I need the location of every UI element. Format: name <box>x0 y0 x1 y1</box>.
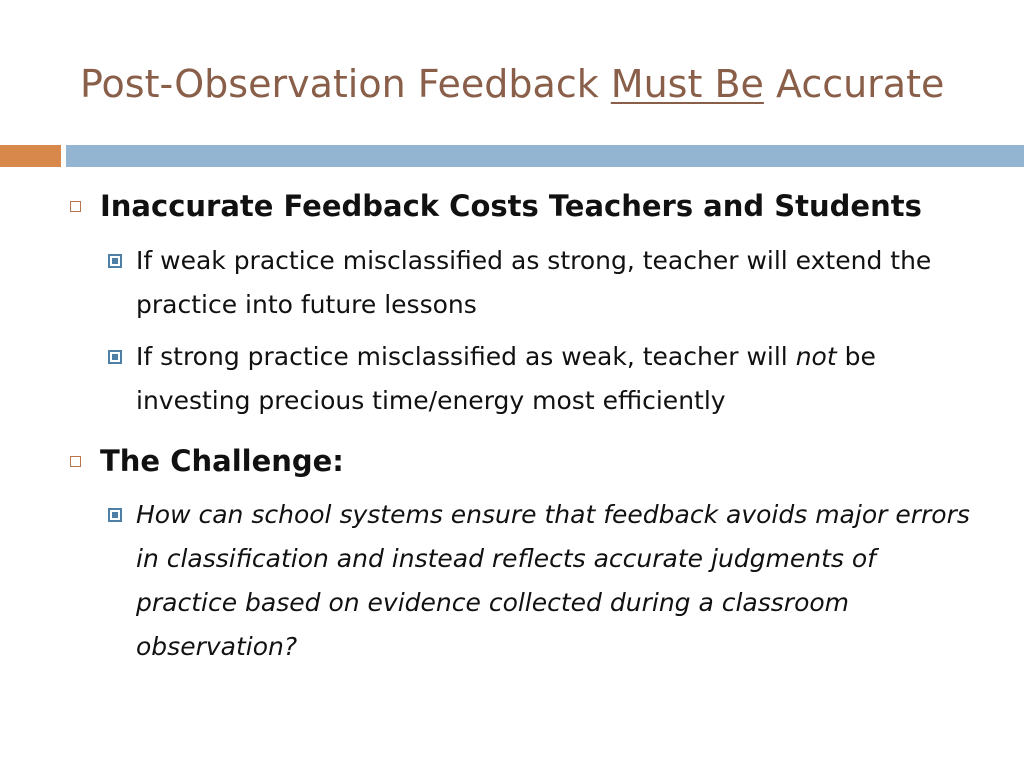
bullet-heading-costs: Inaccurate Feedback Costs Teachers and Students <box>100 189 922 223</box>
sub-bullet-strong-practice-before: If strong practice misclassified as weak, teacher will <box>136 342 796 371</box>
sub-bullet-strong-practice <box>136 335 976 423</box>
nested-square-icon <box>108 350 122 364</box>
bullet-heading-challenge: The Challenge: <box>100 444 344 478</box>
slide-title-part2: Accurate <box>763 62 945 106</box>
slide-title-part1: Post-Observation Feedback <box>80 62 611 106</box>
hollow-square-icon <box>70 456 81 467</box>
nested-square-icon <box>108 508 122 522</box>
hollow-square-icon <box>70 201 81 212</box>
sub-bullet-weak-practice: If weak practice misclassified as strong, teacher will extend the practice into future lessons <box>136 246 932 319</box>
slide-title-emphasis: Must Be <box>610 62 764 106</box>
sub-bullet-strong-practice-after: be investing precious time/energy most efficiently <box>136 342 876 415</box>
nested-square-icon <box>108 254 122 268</box>
sub-bullet-strong-practice-italic: not <box>795 342 837 371</box>
sub-bullet-challenge-question: How can school systems ensure that feedback avoids major errors in classification and instead reflects accurate judgments of practice based on evidence collected during a classroom observation? <box>136 500 970 661</box>
